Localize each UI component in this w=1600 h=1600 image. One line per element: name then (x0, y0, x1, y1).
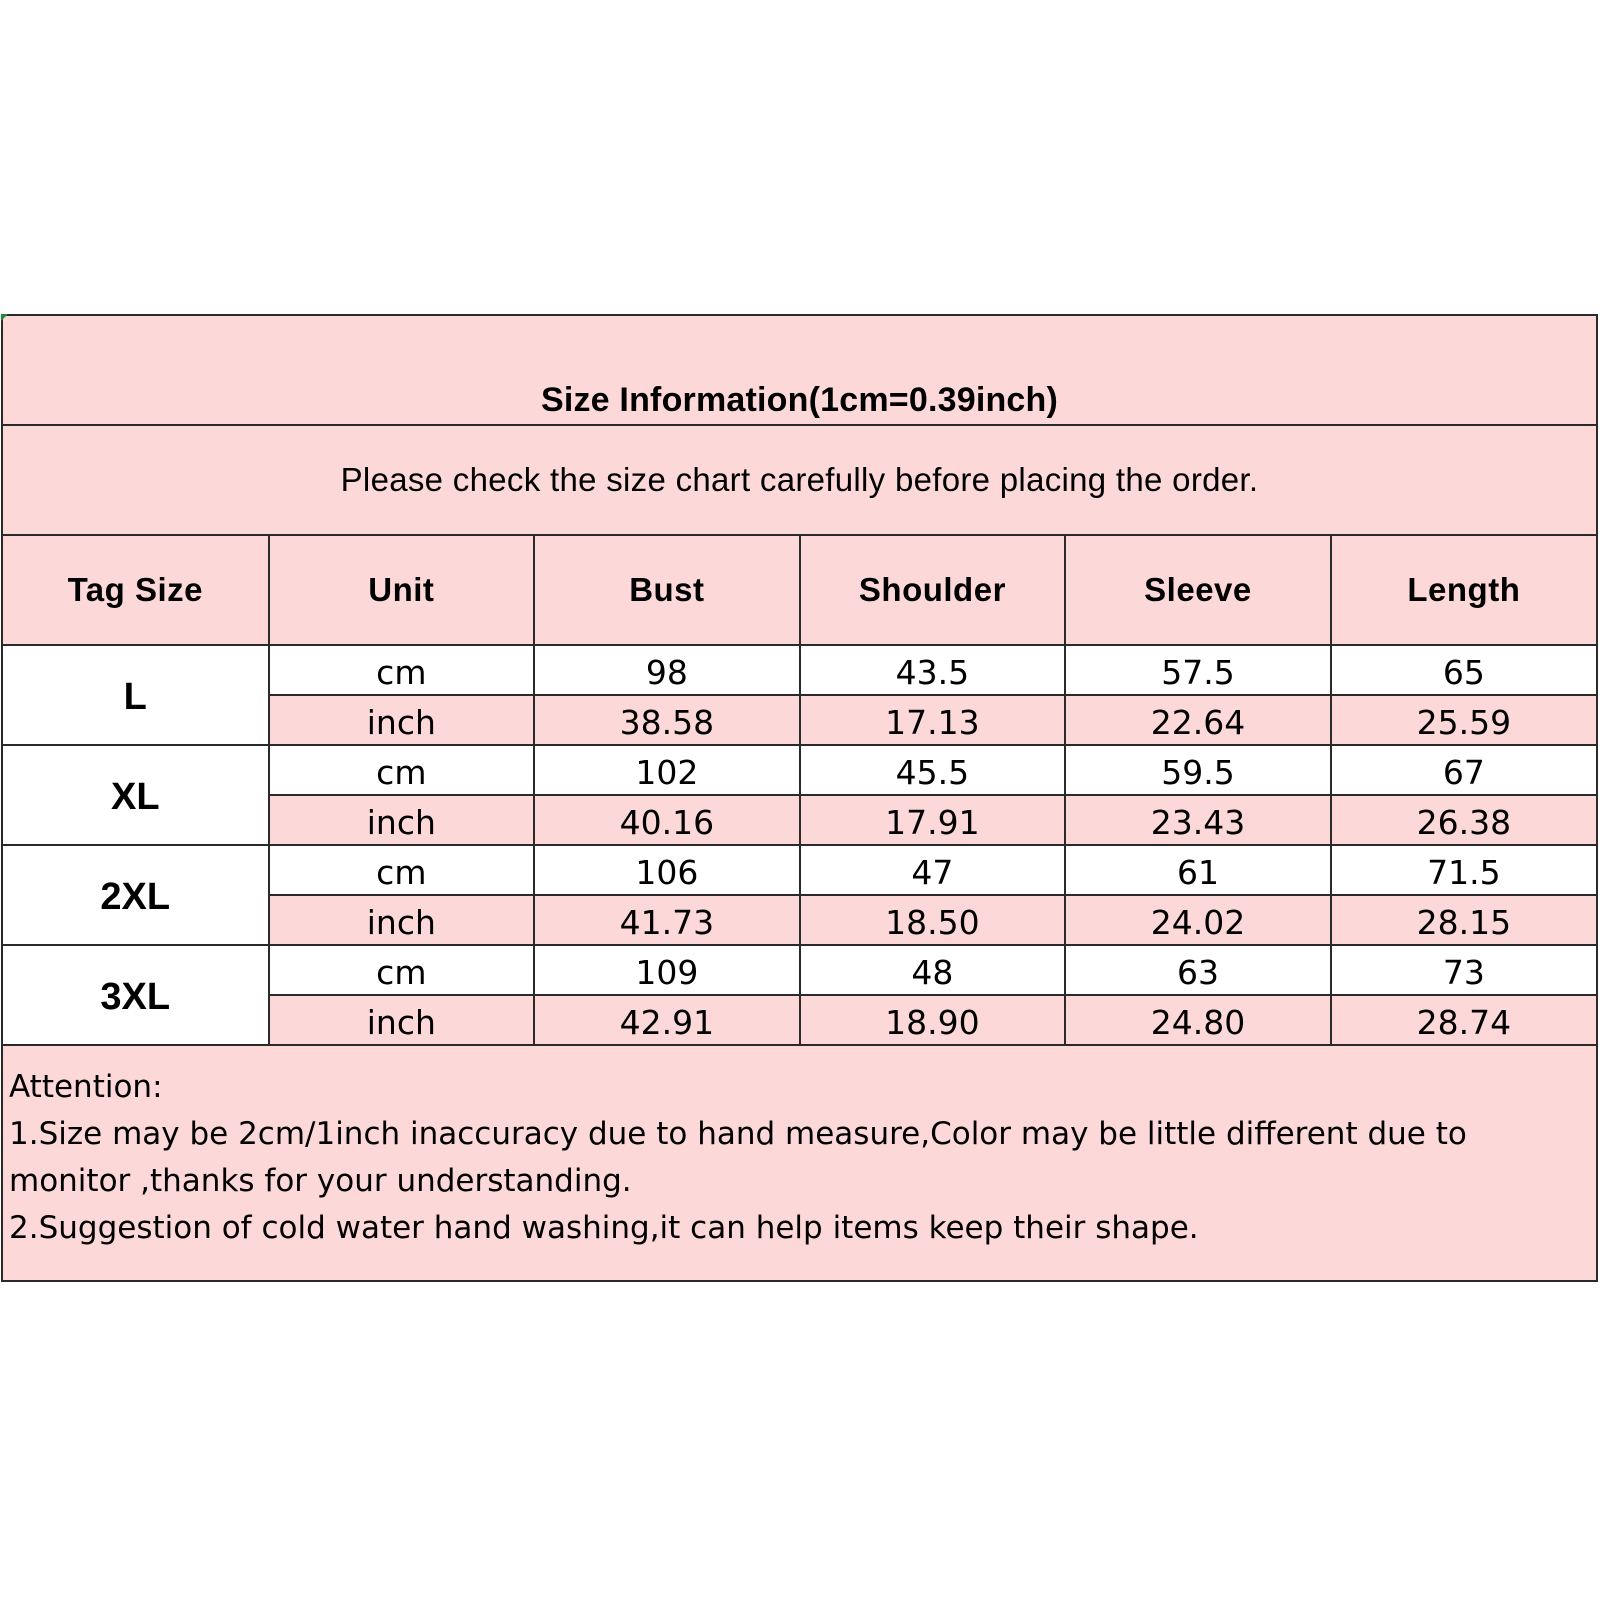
bust-cell: 102 (534, 745, 800, 795)
shoulder-cell: 48 (800, 945, 1066, 995)
header-length: Length (1331, 536, 1596, 645)
bust-cell: 109 (534, 945, 800, 995)
header-bust: Bust (534, 536, 800, 645)
tag-size-cell: XL (3, 745, 269, 845)
shoulder-cell: 17.91 (800, 795, 1066, 845)
unit-cell: cm (269, 945, 535, 995)
unit-cell: inch (269, 695, 535, 745)
shoulder-cell: 47 (800, 845, 1066, 895)
tag-size-cell: L (3, 645, 269, 745)
subtitle-row (3, 426, 1596, 536)
attention-heading: Attention: (9, 1069, 163, 1105)
attention-note-1: 1.Size may be 2cm/1inch inaccuracy due to hand measure,Color may be little different due to monitor ,thanks for your understanding. (9, 1116, 1467, 1199)
title-row (3, 316, 1596, 426)
unit-cell: inch (269, 895, 535, 945)
table-header-row (3, 536, 1596, 645)
table-row (3, 945, 1596, 995)
sleeve-cell: 57.5 (1065, 645, 1331, 695)
chart-title: Size Information(1cm=0.39inch) (540, 381, 1059, 419)
length-cell: 67 (1331, 745, 1596, 795)
length-cell: 73 (1331, 945, 1596, 995)
length-cell: 65 (1331, 645, 1596, 695)
header-unit: Unit (269, 536, 535, 645)
table-row (3, 645, 1596, 695)
sleeve-cell: 59.5 (1065, 745, 1331, 795)
attention-notes (9, 1064, 1586, 1252)
length-cell: 26.38 (1331, 795, 1596, 845)
shoulder-cell: 43.5 (800, 645, 1066, 695)
bust-cell: 106 (534, 845, 800, 895)
header-sleeve: Sleeve (1065, 536, 1331, 645)
bust-cell: 41.73 (534, 895, 800, 945)
unit-cell: inch (269, 995, 535, 1045)
length-cell: 28.15 (1331, 895, 1596, 945)
sleeve-cell: 23.43 (1065, 795, 1331, 845)
chart-subtitle: Please check the size chart carefully before placing the order. (340, 461, 1259, 498)
size-table (3, 536, 1596, 1046)
sleeve-cell: 22.64 (1065, 695, 1331, 745)
bust-cell: 38.58 (534, 695, 800, 745)
length-cell: 71.5 (1331, 845, 1596, 895)
shoulder-cell: 18.90 (800, 995, 1066, 1045)
shoulder-cell: 17.13 (800, 695, 1066, 745)
sleeve-cell: 63 (1065, 945, 1331, 995)
tag-size-cell: 2XL (3, 845, 269, 945)
shoulder-cell: 45.5 (800, 745, 1066, 795)
sleeve-cell: 24.02 (1065, 895, 1331, 945)
unit-cell: inch (269, 795, 535, 845)
shoulder-cell: 18.50 (800, 895, 1066, 945)
unit-cell: cm (269, 745, 535, 795)
bust-cell: 98 (534, 645, 800, 695)
bust-cell: 42.91 (534, 995, 800, 1045)
bust-cell: 40.16 (534, 795, 800, 845)
size-chart-sheet (1, 314, 1598, 1282)
attention-note-2: 2.Suggestion of cold water hand washing,it can help items keep their shape. (9, 1210, 1199, 1246)
unit-cell: cm (269, 645, 535, 695)
tag-size-cell: 3XL (3, 945, 269, 1045)
table-row (3, 745, 1596, 795)
unit-cell: cm (269, 845, 535, 895)
table-row (3, 845, 1596, 895)
length-cell: 25.59 (1331, 695, 1596, 745)
length-cell: 28.74 (1331, 995, 1596, 1045)
header-shoulder: Shoulder (800, 536, 1066, 645)
sleeve-cell: 24.80 (1065, 995, 1331, 1045)
sleeve-cell: 61 (1065, 845, 1331, 895)
header-tag-size: Tag Size (3, 536, 269, 645)
